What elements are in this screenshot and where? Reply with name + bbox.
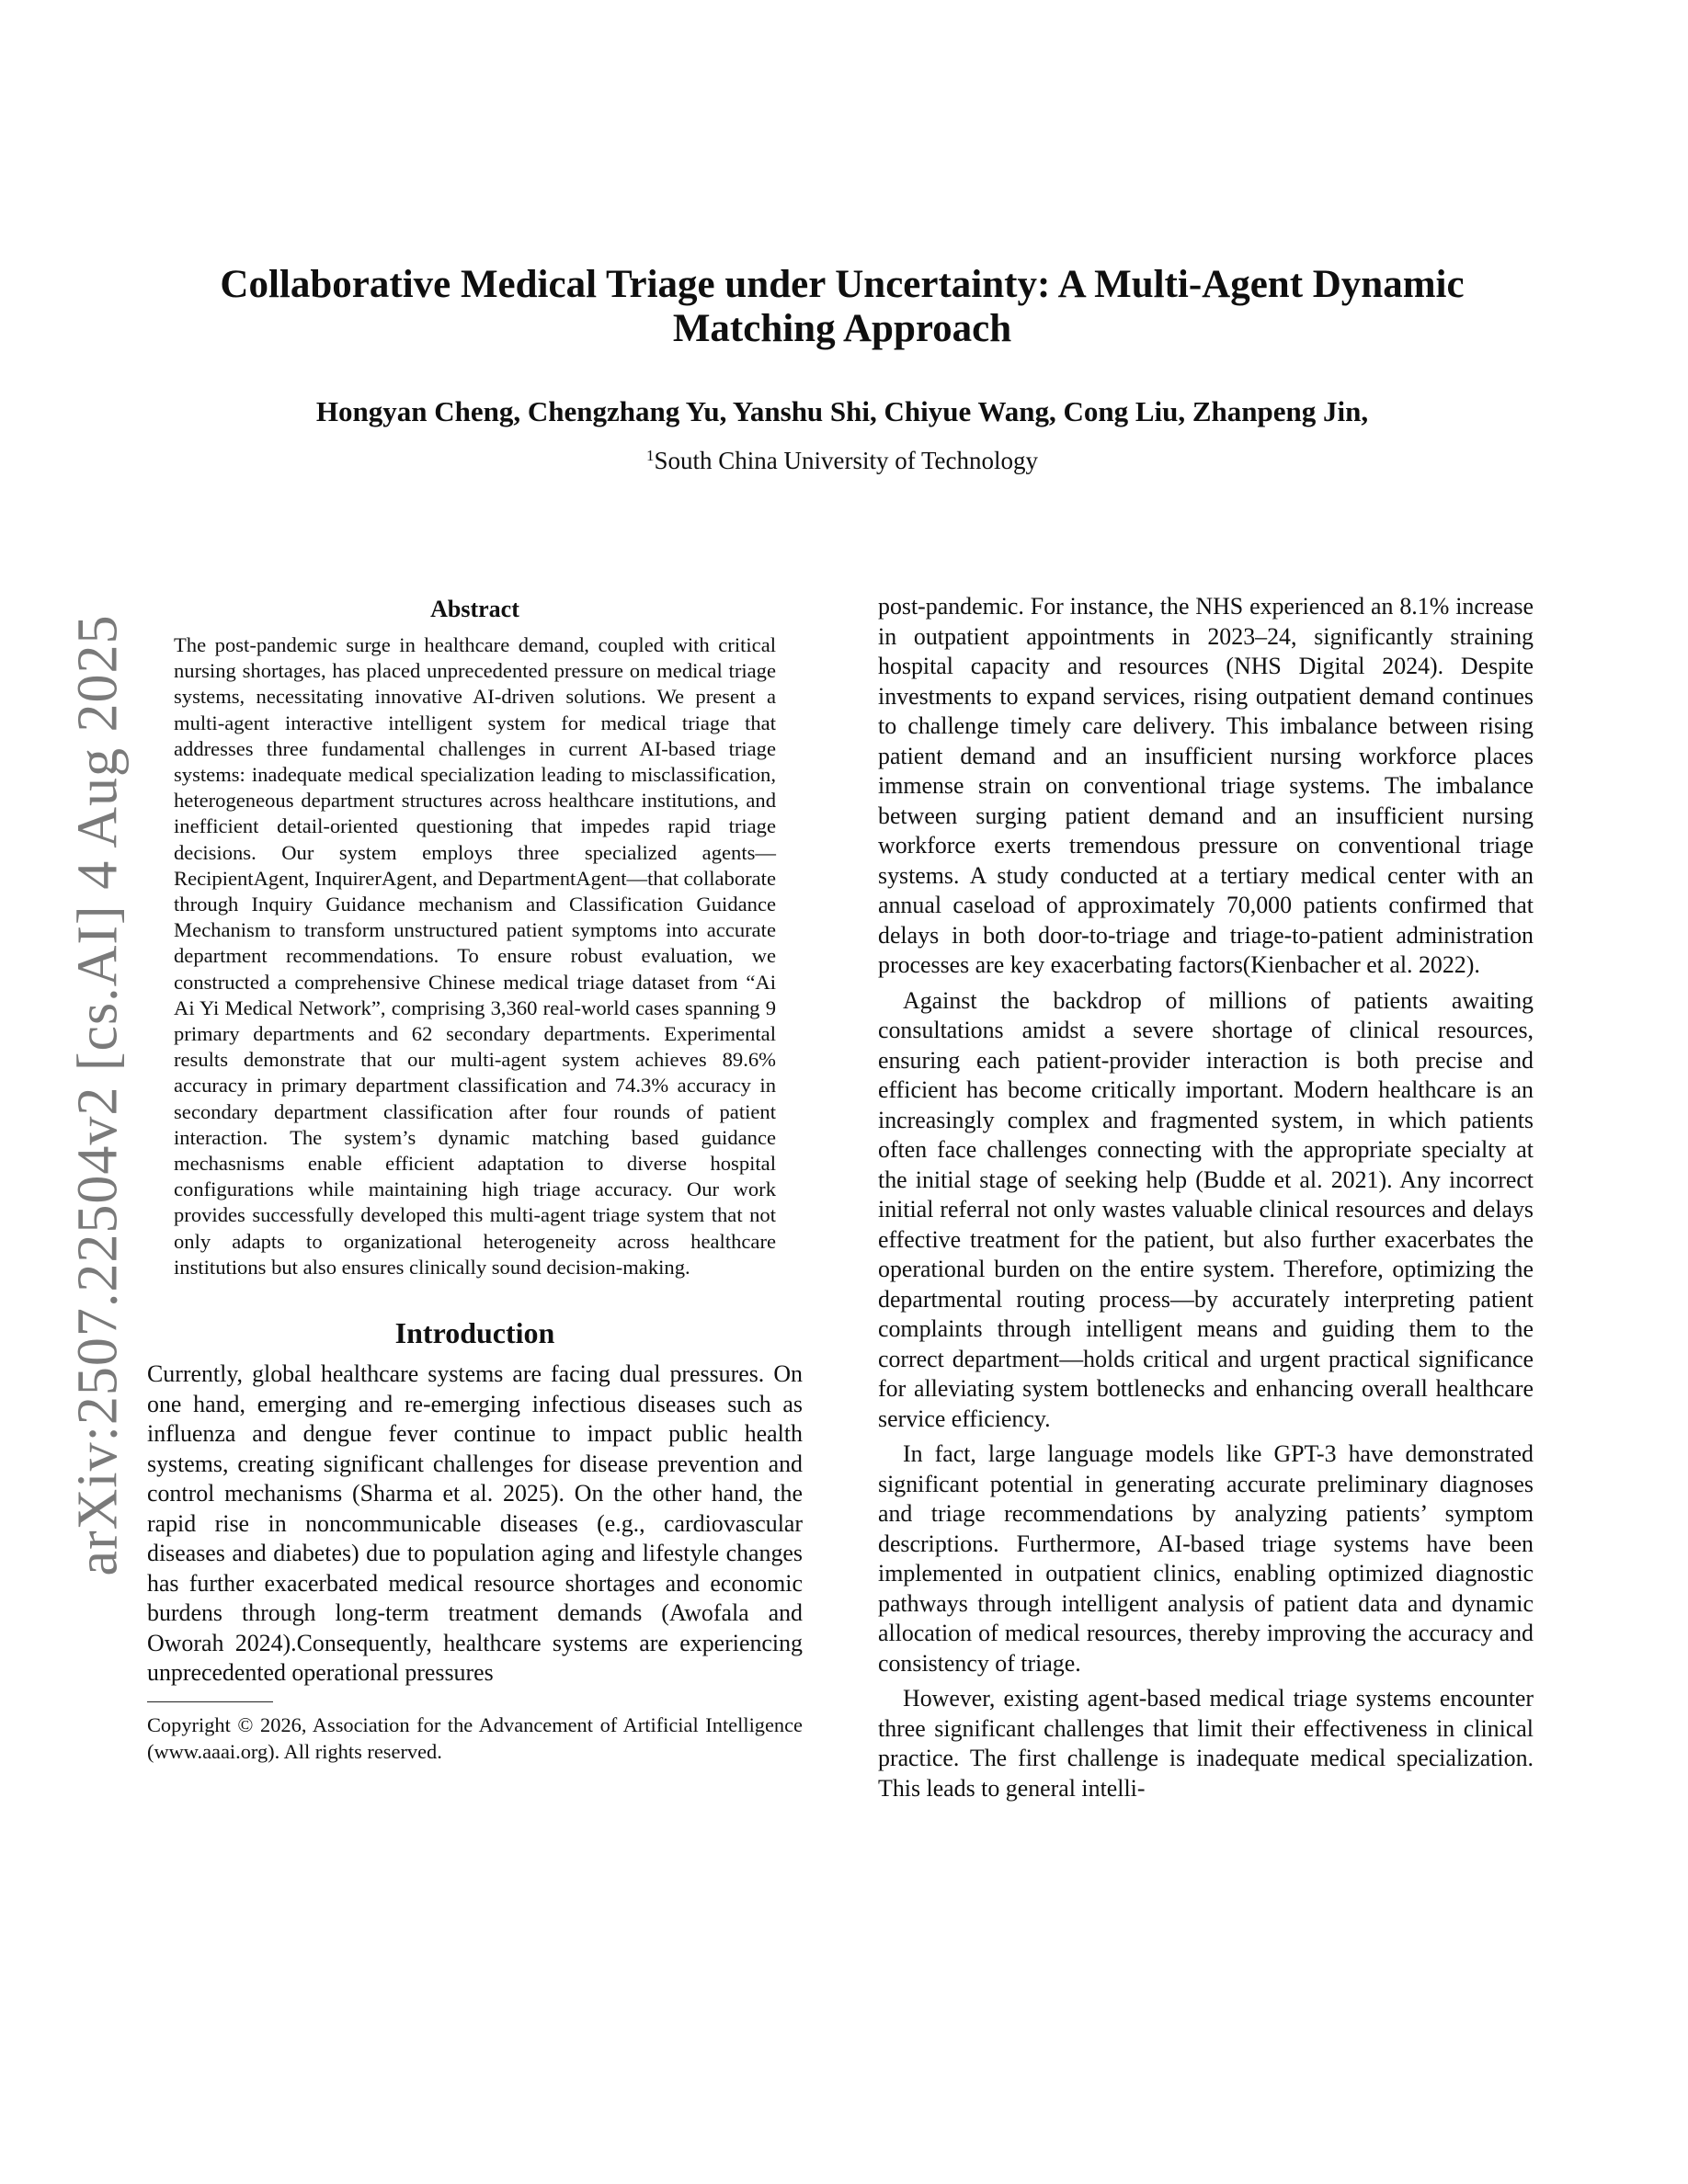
arxiv-identifier-stamp: [53, 613, 143, 1576]
affiliation-name: South China University of Technology: [654, 447, 1039, 474]
paper-title: Collaborative Medical Triage under Uncertainty: A Multi-Agent Dynamic Matching Approach: [220, 263, 1465, 350]
right-column: [878, 592, 1534, 1803]
body-paragraph-1: post-pandemic. For instance, the NHS experienced an 8.1% increase in outpatient appointments in 2023–24, significantly straining hospital capacity and resources (NHS Digital 2024). Despite investments to expand services, rising outpatient demand continues to challenge timely care delivery. This imbalance between rising patient demand and an insufficient nursing workforce places immense strain on conventional triage systems. The imbalance between surging patient demand and an insufficient nursing workforce exerts tremendous pressure on conventional triage systems. A study conducted at a tertiary medical center with an annual caseload of approximately 70,000 patients confirmed that delays in both door-to-triage and triage-to-patient administration processes are key exacerbating factors(Kienbacher et al. 2022).: [878, 593, 1534, 978]
body-paragraph-4: However, existing agent-based medical triage systems encounter three significant challenges that limit their effectiveness in clinical practice. The first challenge is inadequate medical specialization. This leads to general intelli-: [878, 1685, 1534, 1802]
abstract-text: The post-pandemic surge in healthcare demand, coupled with critical nursing shortages, has placed unprecedented pressure on medical triage systems, necessitating innovative AI-driven solutions. We present a multi-agent interactive intelligent system for medical triage that addresses three fundamental challenges in current AI-based triage systems: inadequate medical specialization leading to misclassification, heterogeneous department structures across healthcare institutions, and inefficient detail-oriented questioning that impedes rapid triage decisions. Our system employs three specialized agents—RecipientAgent, InquirerAgent, and DepartmentAgent—that collaborate through Inquiry Guidance mechanism and Classification Guidance Mechanism to transform unstructured patient symptoms into accurate department recommendations. To ensure robust evaluation, we constructed a comprehensive Chinese medical triage dataset from “Ai Ai Yi Medical Network”, comprising 3,360 real-world cases spanning 9 primary departments and 62 secondary departments. Experimental results demonstrate that our multi-agent system achieves 89.6% accuracy in primary department classification and 74.3% accuracy in secondary department classification after four rounds of patient interaction. The system’s dynamic matching based guidance mechasnisms enable efficient adaptation to diverse hospital configurations while maintaining high triage accuracy. Our work provides successfully developed this multi-agent triage system that not only adapts to organizational heterogeneity across healthcare institutions but also ensures clinically sound decision-making.: [174, 633, 776, 1279]
body-paragraph-3: In fact, large language models like GPT-3 have demonstrated significant potential in generating accurate preliminary diagnoses and triage recommendations by analyzing patients’ symptom descriptions. Furthermore, AI-based triage systems have been implemented in outpatient clinics, enabling optimized diagnostic pathways through intelligent analysis of patient data and dynamic allocation of medical resources, thereby improving the accuracy and consistency of triage.: [878, 1440, 1534, 1677]
copyright-footnote: Copyright © 2026, Association for the Advancement of Artificial Intelligence (www.aaai.org). All rights reserved.: [147, 1712, 803, 1763]
abstract-heading: Abstract: [430, 596, 519, 622]
author-list: Hongyan Cheng, Chengzhang Yu, Yanshu Shi, Chiyue Wang, Cong Liu, Zhanpeng Jin,: [315, 395, 1369, 427]
affiliation: [180, 441, 1504, 475]
left-column: [147, 596, 803, 1765]
affiliation-marker: 1: [645, 447, 655, 464]
arxiv-identifier-text: arXiv:2507.22504v2 [cs.AI] 4 Aug 2025: [66, 613, 130, 1576]
footnote-divider: [147, 1701, 273, 1702]
introduction-paragraph-1: Currently, global healthcare systems are facing dual pressures. On one hand, emerging and re-emerging infectious diseases such as influenza and dengue fever continue to impact public health systems, creating significant challenges for disease prevention and control mechanisms (Sharma et al. 2025). On the other hand, the rapid rise in noncommunicable diseases (e.g., cardiovascular diseases and diabetes) due to population aging and lifestyle changes has further exacerbated medical resource shortages and economic burdens through long-term treatment demands (Awofala and Oworah 2024).Consequently, healthcare systems are experiencing unprecedented operational pressures: [147, 1360, 803, 1687]
body-paragraph-2: Against the backdrop of millions of patients awaiting consultations amidst a severe shortage of clinical resources, ensuring each patient-provider interaction is both precise and efficient has become critically important. Modern healthcare is an increasingly complex and fragmented system, in which patients often face challenges connecting with the appropriate specialty at the initial stage of seeking help (Budde et al. 2021). Any incorrect initial referral not only wastes valuable clinical resources and delays effective treatment for the patient, but also further exacerbates the operational burden on the entire system. Therefore, optimizing the departmental routing process—by accurately interpreting patient complaints through intelligent means and guiding them to the correct department—holds critical and urgent practical significance for alleviating system bottlenecks and enhancing overall healthcare service efficiency.: [878, 986, 1534, 1432]
introduction-heading: Introduction: [394, 1316, 555, 1350]
